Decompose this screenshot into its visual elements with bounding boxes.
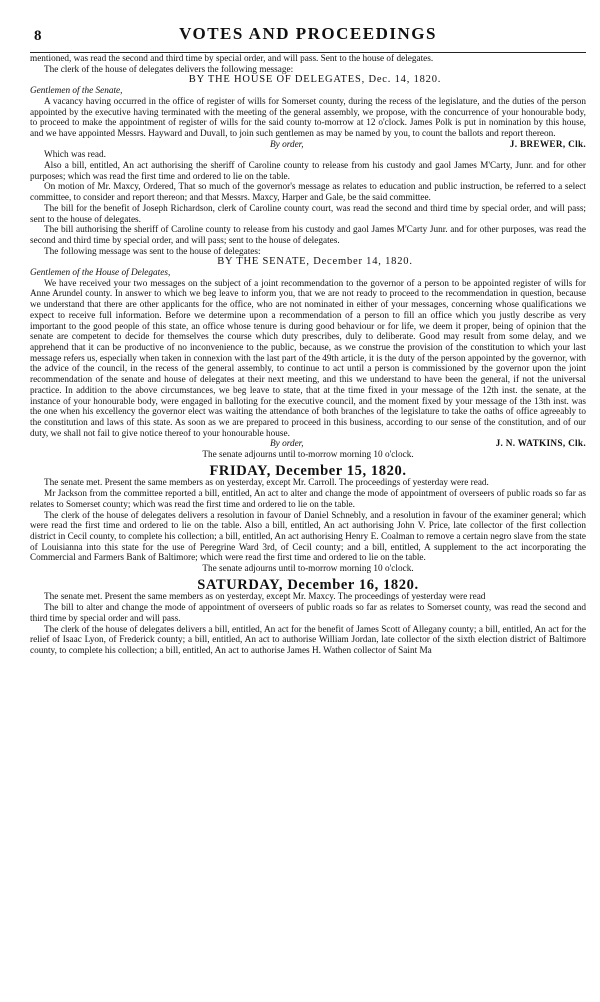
paragraph: The clerk of the house of delegates delivers a resolution in favour of Daniel Schnebly, and a resolution in favour of the examiner general; which were read the first time and ordered to lie on the table. Also a bill, entitled, An act authorising John V. Price, late collector of the first collection district in Cecil county, to complete his collection; a bill, entitled, An act authorising Henry E. Coalman to remove a certain negro slave from the state of Louisianna into this state for the use of Peregrine Ward 3rd, of Cecil county; and a bill, entitled, A supplement to the act incorporating the Commercial and Farmers Bank of Baltimore; which were read the first time and ordered to lie on the table.	[30, 510, 586, 564]
page-header	[30, 22, 586, 52]
paragraph: A vacancy having occurred in the office of register of wills for Somerset county, during the recess of the legislature, and the duties of the person appointed by the executive having terminated with the meeting of the general assembly, we propose, with the concurrence of your honourable body, to proceed to make the appointment of register of wills for the said county to-morrow at 12 o'clock. James Polk is put in nomination by this house, and we have appointed Messrs. Hayward and Duvall, to join such gentlemen as may be named by you, to count the ballots and report thereon.	[30, 96, 586, 139]
paragraph: Which was read.	[44, 150, 106, 161]
day-heading: FRIDAY, December 15, 1820.	[209, 462, 407, 479]
document-body	[30, 54, 586, 657]
signature-signer: J. BREWER, Clk.	[509, 139, 586, 150]
signature-line	[30, 140, 586, 151]
paragraph: The senate met. Present the same members as on yesterday, except Mr. Carroll. The proceedings of yesterday were read.	[44, 478, 489, 489]
signature-by: By order,	[270, 139, 304, 150]
salutation: Gentlemen of the Senate,	[30, 86, 123, 97]
signature-signer: J. N. WATKINS, Clk.	[495, 439, 586, 450]
message-heading: BY THE SENATE, December 14, 1820.	[217, 256, 413, 268]
paragraph: The bill to alter and change the mode of appointment of overseers of public roads so far as relates to Somerset county, was read the second and third time by special order and will pass.	[30, 603, 586, 624]
signature-by: By order,	[270, 439, 304, 450]
message-heading: BY THE HOUSE OF DELEGATES, Dec. 14, 1820.	[188, 74, 442, 86]
paragraph: The bill authorising the sheriff of Caroline county to release from his custody and gaol James M'Carty Junr. and for other purposes, was read the second and third time by special order, and will pass; sent to the house of delegates.	[30, 225, 586, 246]
paragraph: The clerk of the house of delegates delivers the following message:	[44, 64, 294, 75]
paragraph: The following message was sent to the house of delegates:	[44, 246, 261, 257]
salutation: Gentlemen of the House of Delegates,	[30, 268, 171, 279]
adjournment-line: The senate adjourns until to-morrow morning 10 o'clock.	[202, 450, 414, 461]
paragraph: Also a bill, entitled, An act authorising the sheriff of Caroline county to release from his custody and gaol James M'Carty, Junr. and for other purposes; which was read the first time and ordered to lie on the table.	[30, 161, 586, 182]
paragraph: The clerk of the house of delegates delivers a bill, entitled, An act for the benefit of James Scott of Allegany county; a bill, entitled, An act for the relief of Isaac Lyon, of Frederick county; a bill, entitled, An act to authorise William Jordan, late collector of the sixth election district of Baltimore county, to complete his collection; a bill, entitled, An act to authorise James H. Wathen collector of Saint Ma	[30, 624, 586, 656]
paragraph: On motion of Mr. Maxcy, Ordered, That so much of the governor's message as relates to education and public instruction, be referred to a select committee, to consider and report thereon; and that Messrs. Maxcy, Harper and Gale, be the said committee.	[30, 182, 586, 204]
page-number: 8	[34, 28, 42, 44]
day-heading: SATURDAY, December 16, 1820.	[197, 576, 419, 593]
running-head: VOTES AND PROCEEDINGS	[179, 24, 437, 43]
header-rule	[30, 52, 586, 53]
paragraph: Mr Jackson from the committee reported a bill, entitled, An act to alter and change the mode of appointment of overseers of public roads so far as relates to Somerset county; which was read the first time and ordered to lie on the table.	[30, 489, 586, 510]
paragraph: mentioned, was read the second and third time by special order, and will pass. Sent to the house of delegates.	[30, 54, 434, 64]
signature-line	[30, 439, 586, 450]
adjournment-line: The senate adjourns until to-morrow morning 10 o'clock.	[202, 564, 414, 575]
paragraph: The bill for the benefit of Joseph Richardson, clerk of Caroline county court, was read the second and third time by special order, and will pass; sent to the house of delegates.	[30, 203, 586, 225]
paragraph: The senate met. Present the same members as on yesterday, except Mr. Maxcy. The proceedings of yesterday were read	[44, 592, 486, 603]
paragraph: We have received your two messages on the subject of a joint recommendation to the governor of a person to be appointed register of wills for Anne Arundel county. In answer to which we beg leave to inform you, that we are not ready to proceed to the recommendation in question, because we understand that there are other applicants for the office, who are not nominated in either of your messages, concerning whose qualifications we expect to receive full information. Before we determine upon a recommendation of a person to fill an office which you justly describe as very important to the good people of this state, an office whose tenure is during good behaviour or for life, we deem it proper, being of opinion that the senate are competent to decide for themselves the course which duty prescribes, duly to deliberate. Good may result from some delay, and we apprehend that it can be productive of no inconvenience to the public, because, as we construe the provision of the constitution to which your last message refers us, especially when taken in connexion with the last part of the 49th article, it is the duty of the person appointed by the governor, with the advice of the council, in the recess of the general assembly, to continue to act until a person is commissioned by the governor upon the joint recommendation of the senate and house of delegates at their next meeting, and this we understand to have been the general, if not the universal practice. In addition to the above circumstances, we beg leave to state, that at the time fixed in your message of the 12th inst. the senate, at the instance of your honourable body, were engaged in balloting for the executive council, and the moment fixed by your message of the 13th inst. was the one when his excellency the governor elect was waiting the attendance of both branches of the legislature to take the oaths of office agreeably to the constitution and laws of this state. As soon as we are prepared to proceed in this business, according to our sense of the constitution, and of our duty, we shall not fail to give notice thereof to your honourable house.	[30, 278, 586, 439]
